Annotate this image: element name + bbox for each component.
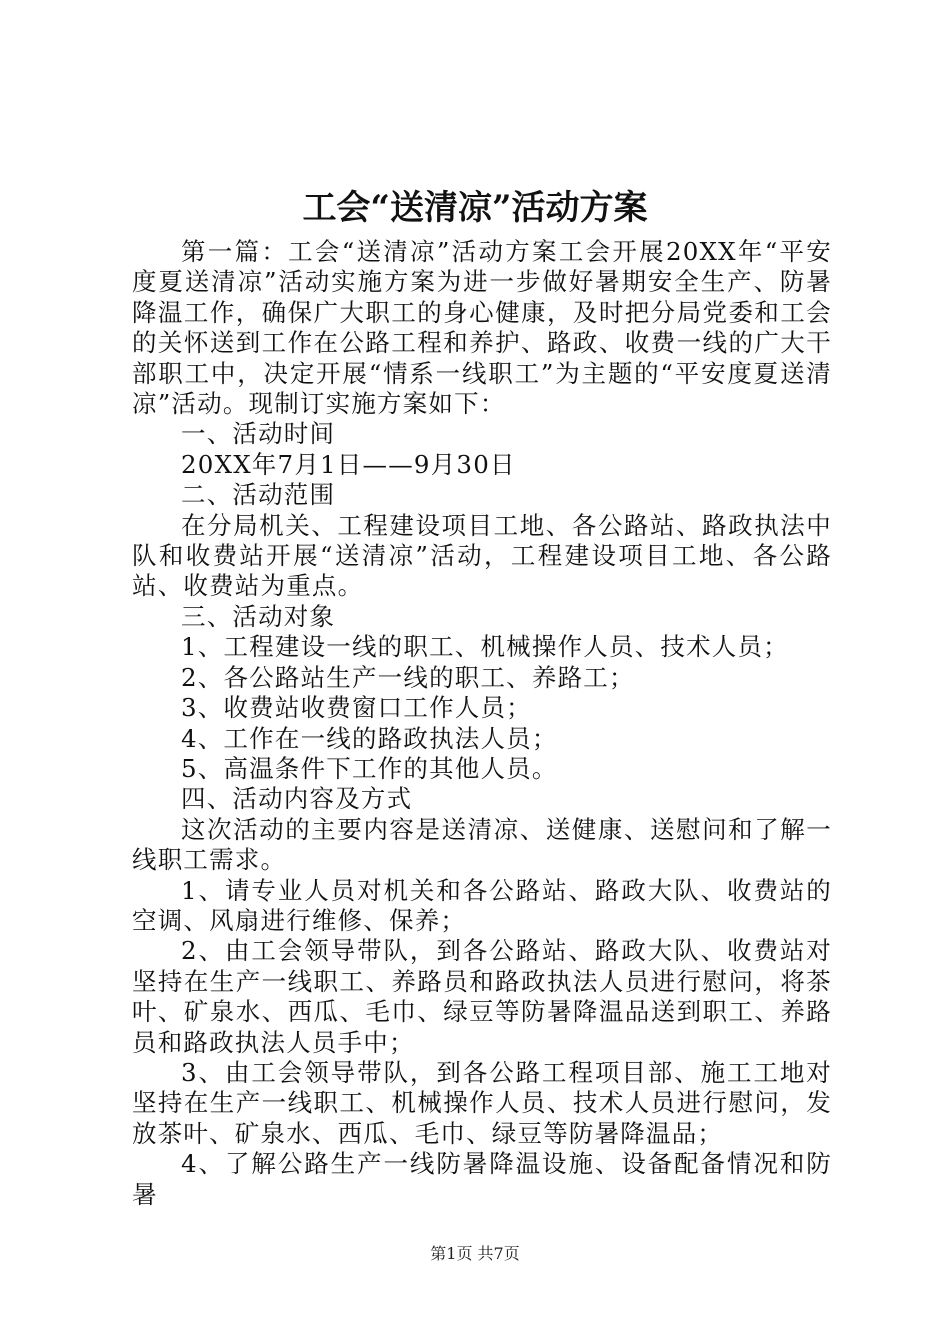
- paragraph-content: 这次活动的主要内容是送清凉、送健康、送慰问和了解一线职工需求。: [132, 814, 832, 875]
- section-heading-time: 一、活动时间: [181, 419, 336, 449]
- section-heading-targets: 三、活动对象: [181, 601, 336, 631]
- paragraph-intro: 第一篇：工会“送清凉”活动方案工会开展20XX年“平安度夏送清凉”活动实施方案为进一步做好暑期安全生产、防暑降温工作，确保广大职工的身心健康，及时把分局党委和工会的关怀送到工作在公路工程和养护、路政、收费一线的广大干部职工中，决定开展“情系一线职工”为主题的“平安度夏送清凉”活动。现制订实施方案如下：: [132, 237, 832, 419]
- list-item-content-3: 3、由工会领导带队，到各公路工程项目部、施工工地对坚持在生产一线职工、机械操作人员、技术人员进行慰问，发放茶叶、矿泉水、西瓜、毛巾、绿豆等防暑降温品；: [132, 1057, 832, 1148]
- list-item-content-4: 4、了解公路生产一线防暑降温设施、设备配备情况和防暑: [132, 1149, 832, 1209]
- list-item-target-2: 2、各公路站生产一线的职工、养路工；: [181, 662, 635, 692]
- list-item-content-1: 1、请专业人员对机关和各公路站、路政大队、收费站的空调、风扇进行维修、保养；: [132, 875, 832, 935]
- list-item-content-2: 2、由工会领导带队，到各公路站、路政大队、收费站对坚持在生产一线职工、养路员和路政执法人员进行慰问，将茶叶、矿泉水、西瓜、毛巾、绿豆等防暑降温品送到职工、养路员和路政执法人员手中；: [132, 936, 832, 1057]
- list-item-target-3: 3、收费站收费窗口工作人员；: [181, 693, 532, 723]
- document-title: 工会“送清凉”活动方案: [302, 188, 648, 228]
- section-heading-scope: 二、活动范围: [181, 480, 336, 510]
- paragraph-scope: 在分局机关、工程建设项目工地、各公路站、路政执法中队和收费站开展“送清凉”活动，工程建设项目工地、各公路站、收费站为重点。: [132, 510, 832, 601]
- document-body: [132, 237, 832, 1210]
- list-item-target-5: 5、高温条件下工作的其他人员。: [181, 753, 558, 783]
- page-number: 第1页 共7页: [430, 1244, 520, 1263]
- section-heading-content: 四、活动内容及方式: [181, 784, 413, 814]
- list-item-target-1: 1、工程建设一线的职工、机械操作人员、技术人员；: [181, 632, 789, 662]
- paragraph-time: 20XX年7月1日——9月30日: [181, 449, 516, 479]
- list-item-target-4: 4、工作在一线的路政执法人员；: [181, 723, 558, 753]
